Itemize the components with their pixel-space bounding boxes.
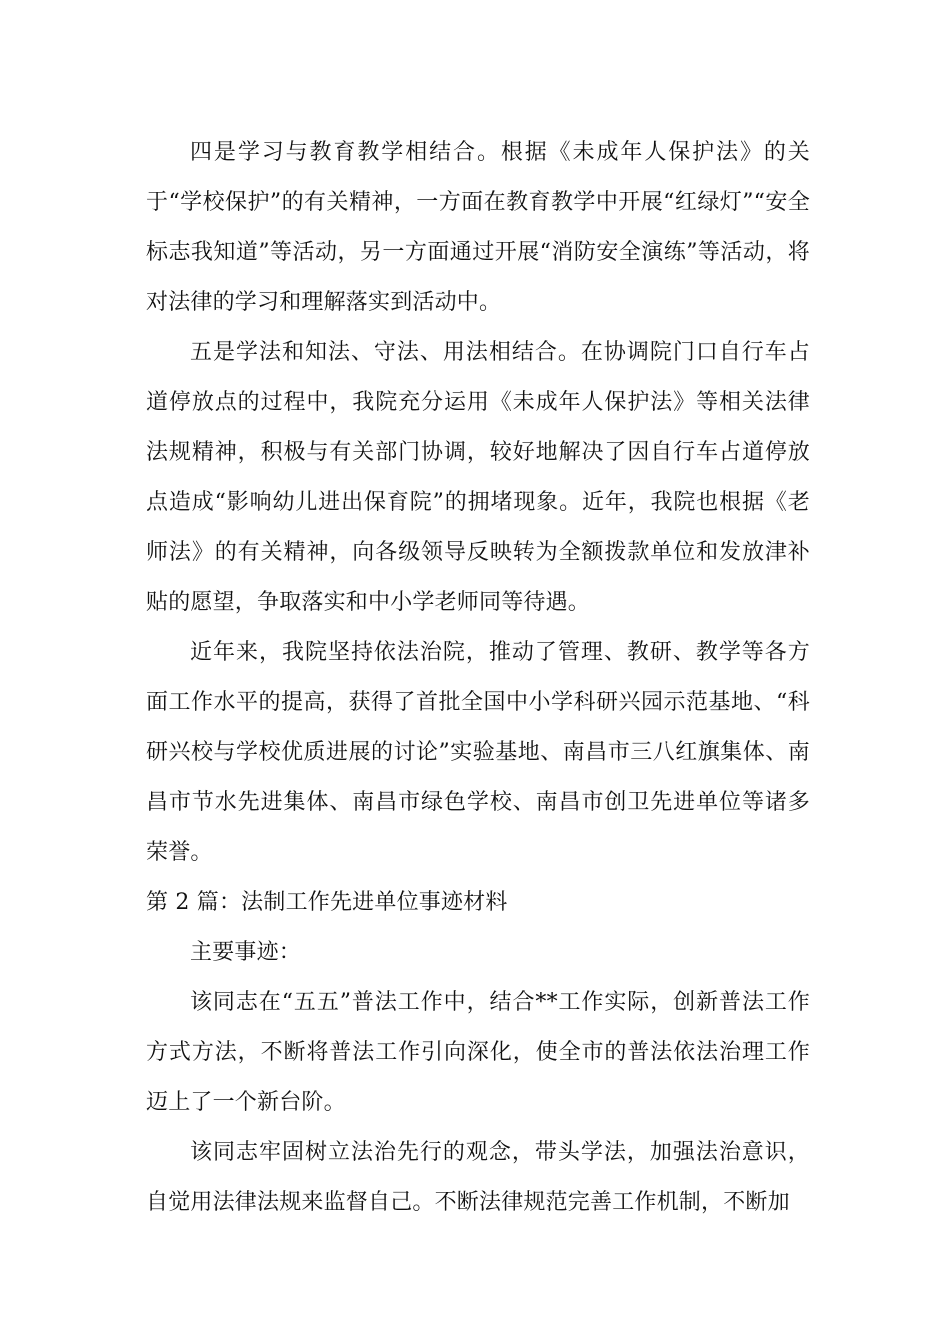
deeds-paragraph-2: 该同志牢固树立法治先行的观念，带头学法，加强法治意识，自觉用法律法规来监督自己。不断法律规范完善工作机制，不断加 <box>146 1140 810 1215</box>
section-heading: 第 2 篇：法制工作先进单位事迹材料 <box>146 890 508 915</box>
deeds-paragraph-1: 该同志在“五五”普法工作中，结合**工作实际，创新普法工作方式方法，不断将普法工作引向深化，使全市的普法依法治理工作迈上了一个新台阶。 <box>146 990 810 1115</box>
paragraph-item-5: 五是学法和知法、守法、用法相结合。在协调院门口自行车占道停放点的过程中，我院充分运用《未成年人保护法》等相关法律法规精神，积极与有关部门协调，较好地解决了因自行车占道停放点造成“影响幼儿进出保育院”的拥堵现象。近年，我院也根据《老师法》的有关精神，向各级领导反映转为全额拨款单位和发放津补贴的愿望，争取落实和中小学老师同等待遇。 <box>146 340 810 615</box>
document-body <box>146 128 810 1228</box>
paragraph-item-4: 四是学习与教育教学相结合。根据《未成年人保护法》的关于“学校保护”的有关精神，一方面在教育教学中开展“红绿灯”“安全标志我知道”等活动，另一方面通过开展“消防安全演练”等活动，将对法律的学习和理解落实到活动中。 <box>146 140 810 315</box>
main-deeds-label: 主要事迹： <box>190 940 302 965</box>
paragraph-summary: 近年来，我院坚持依法治院，推动了管理、教研、教学等各方面工作水平的提高，获得了首批全国中小学科研兴园示范基地、“科研兴校与学校优质进展的讨论”实验基地、南昌市三八红旗集体、南昌市节水先进集体、南昌市绿色学校、南昌市创卫先进单位等诸多荣誉。 <box>146 640 810 865</box>
